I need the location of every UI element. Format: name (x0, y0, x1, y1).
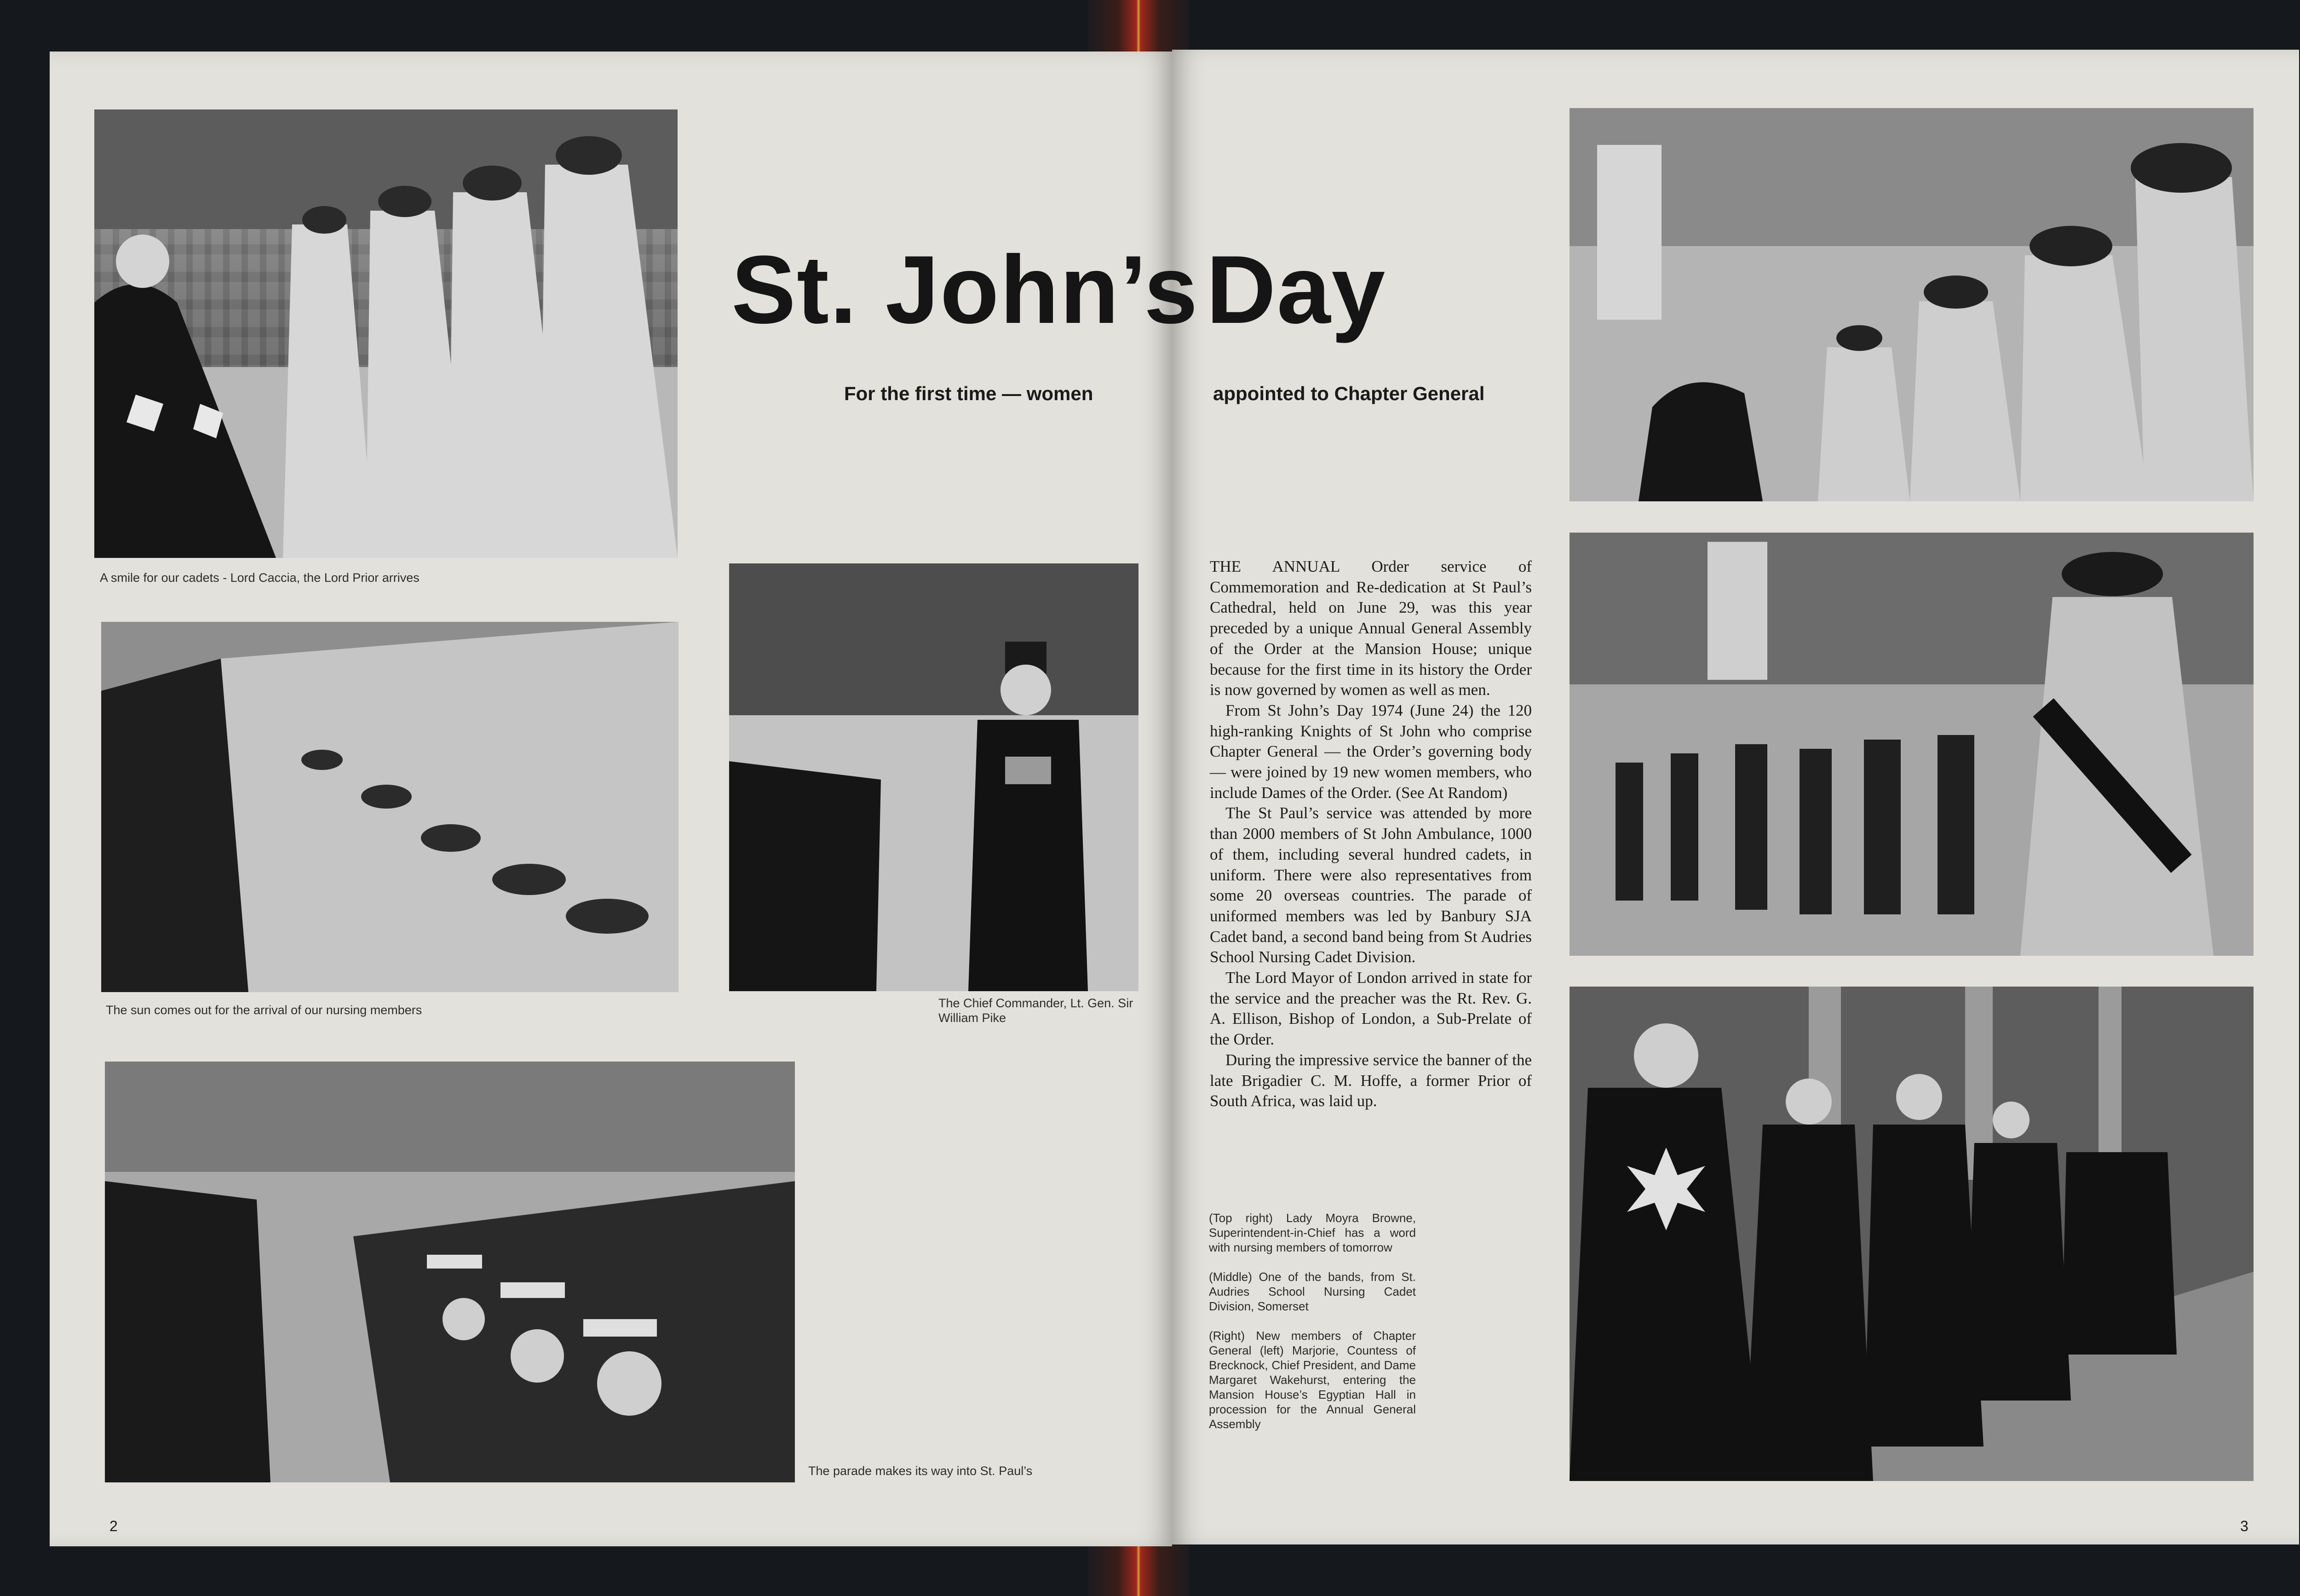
caption-top-right: (Top right) Lady Moyra Browne, Superintendent-in-Chief has a word with nursing members of tomorrow (1209, 1211, 1416, 1254)
caption-chief-commander: The Chief Commander, Lt. Gen. Sir William Pike (938, 996, 1133, 1025)
page-number-right: 3 (2240, 1518, 2248, 1534)
caption-bottom-right: (Right) New members of Chapter General (left) Marjorie, Countess of Brecknock, Chief President, and Dame Margaret Wakehurst, entering the Mansion House’s Egyptian Hall in procession for the Annual General Assembly (1209, 1329, 1416, 1431)
subhead-right: appointed to Chapter General (1213, 383, 1485, 404)
headline-right: Day (1206, 235, 1386, 344)
photo-nursing-members-arrival (101, 622, 678, 992)
headline-left: St. John’s (731, 235, 1199, 344)
article-paragraph: The Lord Mayor of London arrived in state for the service and the preacher was the Rt. Rev. G. A. Ellison, Bishop of London, a Sub-Prelate of the Order. (1210, 969, 1532, 1049)
caption-parade: The parade makes its way into St. Paul’s (808, 1464, 1033, 1478)
photo-lady-moyra-browne-cadets (1570, 108, 2254, 501)
photo-st-audries-band (1570, 533, 2254, 956)
photo-chapter-general-procession (1570, 987, 2254, 1481)
photo-chief-commander (729, 563, 1138, 991)
article-paragraph: From St John’s Day 1974 (June 24) the 120 high-ranking Knights of St John who comprise Chapter General — the Order’s governing body — were joined by 19 new women members, who include Dames of the Order. (See At Random) (1210, 701, 1532, 802)
photo-lord-prior-with-cadets (94, 109, 678, 558)
article-paragraph: THE ANNUAL Order service of Commemoration and Re-dedication at St Paul’s Cathedral, held on June 29, was this year preceded by a unique Annual General Assembly of the Order at the Mansion House; unique because for the first time in its history the Order is now governed by women as well as men. (1210, 557, 1532, 699)
caption-middle: (Middle) One of the bands, from St. Audries School Nursing Cadet Division, Somerset (1209, 1270, 1416, 1313)
subhead-left: For the first time — women (844, 383, 1093, 404)
caption-nursing-members: The sun comes out for the arrival of our nursing members (106, 1003, 422, 1017)
caption-lord-prior: A smile for our cadets - Lord Caccia, the Lord Prior arrives (100, 571, 420, 585)
article-body (1210, 557, 1532, 1112)
right-photo-captions (1209, 1211, 1416, 1446)
article-paragraph: The St Paul’s service was attended by more than 2000 members of St John Ambulance, 1000 of them, including several hundred cadets, in uniform. There were also representatives from some 20 overseas countries. The parade of uniformed members was led by Banbury SJA Cadet band, a second band being from St Audries School Nursing Cadet Division. (1210, 804, 1532, 966)
photo-parade-into-st-pauls (105, 1062, 795, 1482)
article-paragraph: During the impressive service the banner of the late Brigadier C. M. Hoffe, a former Prior of South Africa, was laid up. (1210, 1051, 1532, 1110)
page-number-left: 2 (109, 1518, 118, 1534)
